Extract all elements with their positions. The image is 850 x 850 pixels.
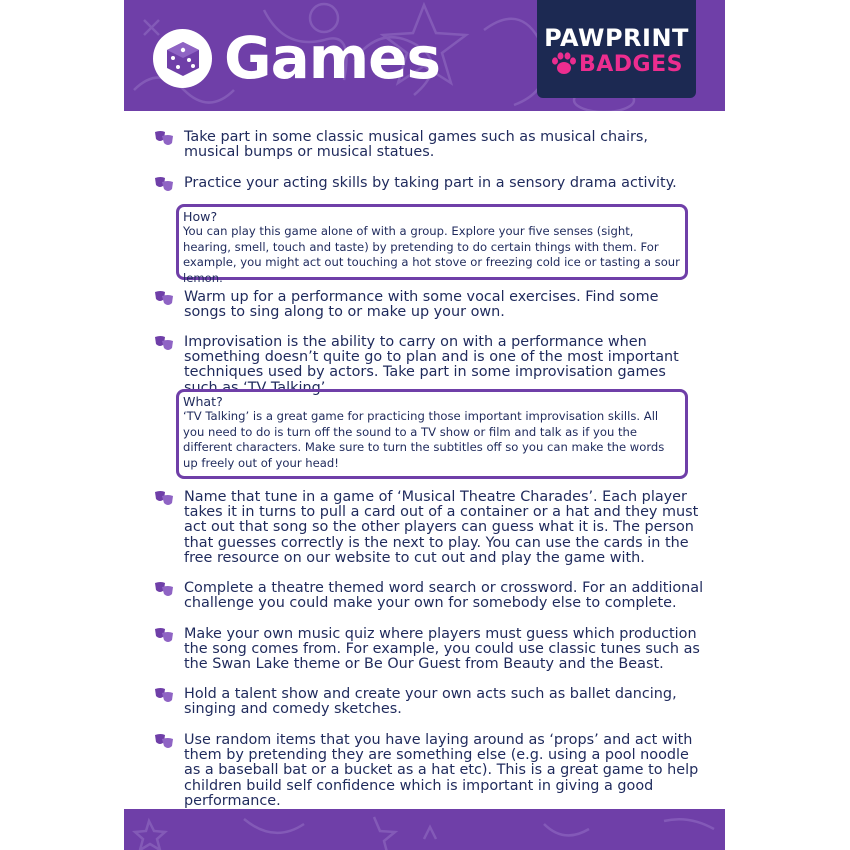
logo-line-2: BADGES xyxy=(579,52,683,77)
pawprint-badges-logo xyxy=(537,0,696,98)
footer-banner xyxy=(124,809,725,850)
how-info-box xyxy=(176,204,688,285)
theatre-masks-icon xyxy=(154,335,174,351)
theatre-masks-icon xyxy=(154,687,174,703)
list-item: Improvisation is the ability to carry on with a performance when something doesn’t quite go to plan and is one of the most important techniques used by actors. Take part in some improvisation games such as ‘TV Talking’. xyxy=(184,334,679,396)
list-item: Use random items that you have laying around as ‘props’ and act with them by pretending they are something else (e.g. using a pool noodle as a baseball bat or a bucket as a hat etc). This is a great game to help children build self confidence which is important in giving a good performance. xyxy=(184,732,699,809)
header-banner xyxy=(124,0,725,111)
logo-line-1: PAWPRINT xyxy=(544,24,689,52)
theatre-masks-icon xyxy=(154,581,174,597)
theatre-masks-icon xyxy=(154,627,174,643)
theatre-masks-icon xyxy=(154,490,174,506)
box-text: ‘TV Talking’ is a great game for practicing those important improvisation skills. All you need to do is turn off the sound to a TV show or film and talk as if you the different characters. Make sure to turn the subtitles off so you can make the words up freely out of your head! xyxy=(183,409,665,470)
list-item: Hold a talent show and create your own acts such as ballet dancing, singing and comedy sketches. xyxy=(184,686,677,718)
footer-pattern xyxy=(124,809,725,850)
page xyxy=(124,0,725,850)
list-item: Practice your acting skills by taking part in a sensory drama activity. xyxy=(184,175,677,191)
dice-badge xyxy=(153,29,212,88)
dice-icon xyxy=(163,39,203,79)
box-heading: What? xyxy=(183,394,223,409)
paw-icon xyxy=(551,52,577,76)
page-title: Games xyxy=(224,24,441,92)
what-info-box xyxy=(176,389,688,479)
theatre-masks-icon xyxy=(154,290,174,306)
list-item: Warm up for a performance with some vocal exercises. Find some songs to sing along to or make up your own. xyxy=(184,289,659,321)
theatre-masks-icon xyxy=(154,130,174,146)
list-item: Name that tune in a game of ‘Musical Theatre Charades’. Each player takes it in turns to pull a card out of a container or a hat and they must act out that song so the other players can guess what it is. The person that guesses correctly is the next to play. You can use the cards in the free resource on our website to cut out and play the game with. xyxy=(184,489,699,566)
list-item: Take part in some classic musical games such as musical chairs, musical bumps or musical statues. xyxy=(184,129,648,161)
box-text: You can play this game alone of with a group. Explore your five senses (sight, hearing, smell, touch and taste) by pretending to do certain things with them. For example, you might act out touching a hot stove or freezing cold ice or tasting a sour lemon. xyxy=(183,224,680,285)
list-item: Make your own music quiz where players must guess which production the song comes from. For example, you could use classic tunes such as the Swan Lake theme or Be Our Guest from Beauty and the Beast. xyxy=(184,626,700,673)
theatre-masks-icon xyxy=(154,733,174,749)
theatre-masks-icon xyxy=(154,176,174,192)
box-heading: How? xyxy=(183,209,218,224)
list-item: Complete a theatre themed word search or crossword. For an additional challenge you could make your own for somebody else to complete. xyxy=(184,580,704,612)
